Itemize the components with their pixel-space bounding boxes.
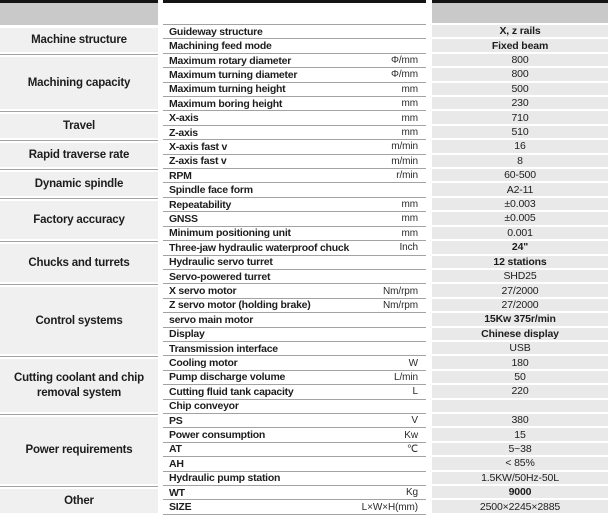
parameter-name: Hydraulic pump station <box>169 472 281 485</box>
parameter-row <box>163 443 426 457</box>
parameter-unit: mm <box>401 199 418 211</box>
parameter-row <box>163 342 426 356</box>
value-cell <box>432 371 608 385</box>
parameter-unit: mm <box>401 112 418 124</box>
value-text: USB <box>509 342 531 355</box>
parameter-unit: Kw <box>404 429 418 441</box>
parameter-row <box>163 328 426 342</box>
value-text: 9000 <box>508 486 532 499</box>
parameter-unit: m/min <box>391 141 418 153</box>
category-label: Control systems <box>35 314 123 327</box>
value-text: 710 <box>511 111 529 124</box>
value-text: < 85% <box>505 457 535 470</box>
parameter-name: Guideway structure <box>169 25 263 38</box>
category-label: Dynamic spindle <box>34 177 124 190</box>
parameter-name: AT <box>169 443 182 456</box>
parameter-row <box>163 126 426 140</box>
parameter-name: Cooling motor <box>169 357 238 370</box>
parameter-row <box>163 299 426 313</box>
value-cell <box>432 400 608 414</box>
parameter-unit: ℃ <box>406 443 418 455</box>
value-text: 15Kw 375r/min <box>484 313 556 326</box>
value-text: 24" <box>511 241 529 254</box>
value-text: ±0.005 <box>504 212 536 225</box>
value-text: 15 <box>514 428 526 441</box>
value-text: A2-11 <box>506 183 534 196</box>
parameter-name: Chip conveyor <box>169 400 239 413</box>
value-cell <box>432 169 608 183</box>
parameter-row <box>163 83 426 97</box>
value-cell <box>432 414 608 428</box>
parameter-name: Cutting fluid tank capacity <box>169 385 294 398</box>
parameter-row <box>163 371 426 385</box>
parameter-name: Three-jaw hydraulic waterproof chuck <box>169 241 350 254</box>
value-cell <box>432 356 608 370</box>
value-text: 16 <box>514 140 526 153</box>
category-label: Cutting coolant and chip removal system <box>14 372 144 399</box>
parameter-name: Power consumption <box>169 429 266 442</box>
parameter-name: Maximum rotary diameter <box>169 54 292 67</box>
parameter-row <box>163 97 426 111</box>
category-block-machining-capacity <box>0 54 158 112</box>
parameter-row <box>163 356 426 370</box>
parameter-name: servo main motor <box>169 313 254 326</box>
value-cell <box>432 328 608 342</box>
value-text: 2500×2245×2885 <box>479 500 561 513</box>
value-cell <box>432 111 608 125</box>
parameter-row <box>163 25 426 39</box>
value-text: 12 stations <box>493 255 547 268</box>
parameter-unit: V <box>411 415 418 427</box>
value-cell <box>432 256 608 270</box>
value-cell <box>432 385 608 399</box>
value-cell <box>432 342 608 356</box>
value-cell <box>432 83 608 97</box>
parameter-unit: L <box>412 386 418 398</box>
parameter-row <box>163 227 426 241</box>
value-cell <box>432 39 608 53</box>
value-cell <box>432 183 608 197</box>
parameter-unit: L/min <box>394 371 418 383</box>
category-block-factory-accuracy <box>0 198 158 241</box>
parameter-row <box>163 183 426 197</box>
value-text: SHD25 <box>503 270 537 283</box>
value-cell <box>432 457 608 471</box>
parameter-row <box>163 140 426 154</box>
parameter-unit: Φ/mm <box>390 55 418 67</box>
parameter-unit: Φ/mm <box>390 69 418 81</box>
value-text: 800 <box>511 54 529 67</box>
value-header-block <box>432 0 608 25</box>
parameter-unit: Inch <box>399 242 418 254</box>
value-text: 8 <box>517 154 523 167</box>
parameter-name: Hydraulic servo turret <box>169 256 273 269</box>
parameter-row <box>163 457 426 471</box>
value-cell <box>432 270 608 284</box>
parameter-name: Repeatability <box>169 198 232 211</box>
value-text: 220 <box>511 385 529 398</box>
value-text: X, z rails <box>499 25 541 38</box>
value-cell <box>432 299 608 313</box>
parameter-name: X servo motor <box>169 285 237 298</box>
category-block-machine-structure <box>0 25 158 54</box>
parameter-row <box>163 270 426 284</box>
parameter-row <box>163 500 426 514</box>
category-block-cutting-coolant-and-chip-removal-system <box>0 356 158 414</box>
category-label: Factory accuracy <box>33 213 125 226</box>
parameter-name: Machining feed mode <box>169 40 272 53</box>
category-block-chucks-and-turrets <box>0 241 158 284</box>
parameter-name: Servo-powered turret <box>169 270 271 283</box>
value-text: 60-500 <box>504 169 536 182</box>
parameter-row <box>163 68 426 82</box>
category-label: Rapid traverse rate <box>28 148 130 161</box>
value-text: 27/2000 <box>501 298 539 311</box>
parameter-unit: mm <box>401 227 418 239</box>
parameter-name: Display <box>169 328 205 341</box>
value-text: 5~38 <box>508 442 532 455</box>
parameter-row <box>163 198 426 212</box>
parameter-name: Maximum turning height <box>169 83 286 96</box>
parameter-name: Z servo motor (holding brake) <box>169 299 311 312</box>
parameter-name: Minimum positioning unit <box>169 227 291 240</box>
category-label: Travel <box>62 120 96 133</box>
value-cell <box>432 155 608 169</box>
value-cell <box>432 486 608 500</box>
value-cell <box>432 54 608 68</box>
value-cell <box>432 97 608 111</box>
parameter-header-block <box>163 0 426 25</box>
value-column <box>432 0 608 515</box>
parameter-name: Pump discharge volume <box>169 371 286 384</box>
value-cell <box>432 25 608 39</box>
value-cell <box>432 313 608 327</box>
category-label: Machine structure <box>31 33 127 46</box>
value-text: 800 <box>511 68 529 81</box>
value-text: 27/2000 <box>501 284 539 297</box>
parameter-name: Z-axis fast v <box>169 155 227 168</box>
parameter-unit: mm <box>401 98 418 110</box>
category-block-other <box>0 486 158 515</box>
parameter-name: X-axis fast v <box>169 140 228 153</box>
value-cell <box>432 284 608 298</box>
value-cell <box>432 140 608 154</box>
category-block-control-systems <box>0 284 158 356</box>
parameter-row <box>163 284 426 298</box>
parameter-unit: m/min <box>391 155 418 167</box>
category-label: Power requirements <box>25 444 133 457</box>
parameter-row <box>163 472 426 486</box>
value-text: ±0.003 <box>504 198 536 211</box>
parameter-row <box>163 400 426 414</box>
value-cell <box>432 212 608 226</box>
value-cell <box>432 428 608 442</box>
parameter-row <box>163 313 426 327</box>
parameter-name: Maximum boring height <box>169 97 283 110</box>
parameter-row <box>163 486 426 500</box>
parameter-unit: mm <box>401 83 418 95</box>
value-text: 180 <box>511 356 529 369</box>
value-cell <box>432 198 608 212</box>
value-text: Fixed beam <box>491 39 549 52</box>
parameter-row <box>163 241 426 255</box>
value-cell <box>432 68 608 82</box>
parameter-unit: W <box>408 357 418 369</box>
parameter-unit: Nm/rpm <box>383 299 418 311</box>
parameter-column <box>163 0 426 515</box>
category-label: Chucks and turrets <box>28 257 130 270</box>
value-cell <box>432 500 608 514</box>
value-cell <box>432 126 608 140</box>
parameter-row <box>163 212 426 226</box>
parameter-row <box>163 111 426 125</box>
category-block-travel <box>0 111 158 140</box>
value-text: 0.001 <box>507 226 533 239</box>
parameter-name: Maximum turning diameter <box>169 68 298 81</box>
parameter-unit: L×W×H(mm) <box>361 501 418 513</box>
parameter-row <box>163 428 426 442</box>
parameter-unit: mm <box>401 127 418 139</box>
value-text: Chinese display <box>481 327 559 340</box>
parameter-name: Transmission interface <box>169 342 278 355</box>
parameter-row <box>163 39 426 53</box>
category-block-rapid-traverse-rate <box>0 140 158 169</box>
parameter-name: PS <box>169 414 183 427</box>
category-header-block <box>0 0 158 25</box>
value-text: 500 <box>511 82 529 95</box>
parameter-name: Z-axis <box>169 126 198 139</box>
parameter-name: WT <box>169 486 185 499</box>
parameter-unit: mm <box>401 213 418 225</box>
parameter-unit: Nm/rpm <box>383 285 418 297</box>
category-label: Machining capacity <box>27 76 131 89</box>
parameter-name: GNSS <box>169 212 198 225</box>
value-text: 380 <box>511 414 529 427</box>
value-text: 230 <box>511 97 529 110</box>
parameter-row <box>163 54 426 68</box>
category-label: Other <box>64 494 94 507</box>
parameter-row <box>163 414 426 428</box>
parameter-row <box>163 169 426 183</box>
value-cell <box>432 472 608 486</box>
parameter-row <box>163 155 426 169</box>
parameter-name: RPM <box>169 169 192 182</box>
parameter-row <box>163 256 426 270</box>
value-cell <box>432 241 608 255</box>
parameter-name: SIZE <box>169 501 192 514</box>
parameter-unit: Kg <box>405 487 418 499</box>
value-text: 50 <box>514 370 526 383</box>
parameter-row <box>163 385 426 399</box>
value-text: 1.5KW/50Hz-50L <box>481 471 559 484</box>
category-block-dynamic-spindle <box>0 169 158 198</box>
value-cell <box>432 443 608 457</box>
value-text: 510 <box>511 126 529 139</box>
parameter-unit: r/min <box>396 170 418 182</box>
parameter-name: AH <box>169 457 184 470</box>
parameter-name: X-axis <box>169 112 199 125</box>
value-cell <box>432 227 608 241</box>
category-block-power-requirements <box>0 414 158 486</box>
category-column <box>0 0 158 515</box>
parameter-name: Spindle face form <box>169 184 253 197</box>
